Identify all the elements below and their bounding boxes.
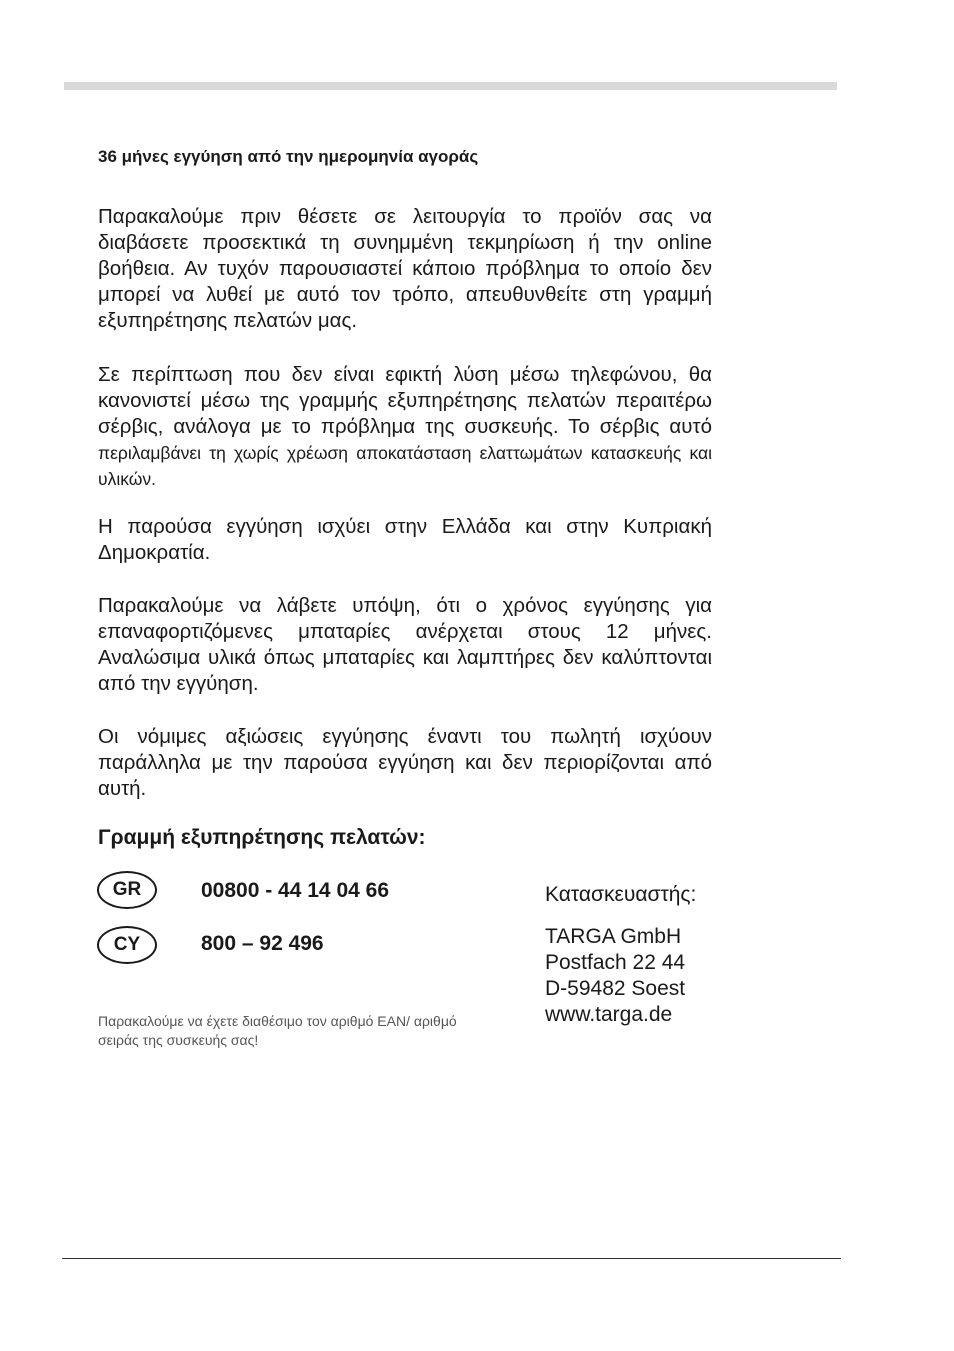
footer-rule	[62, 1258, 841, 1259]
manufacturer-postbox: Postfach 22 44	[545, 951, 686, 974]
country-badge-gr	[97, 871, 157, 909]
paragraph-intro: Παρακαλούμε πριν θέσετε σε λειτουργία το προϊόν σας να διαβάσετε προσεκτικά τη συνημμένη τεκμηρίωση ή την online βοήθεια. Αν τυχόν παρουσιαστεί κάποιο πρόβλημα το οποίο δεν μπορεί να λυθεί με αυτό τον τρόπο, απευθυνθείτε στη γραμμή εξυπηρέτησης πελατών μας.	[98, 205, 712, 332]
paragraph-legal-claims: Οι νόμιμες αξιώσεις εγγύησης έναντι του πωλητή ισχύουν παράλληλα με την παρούσα εγγύηση και δεν περιορίζονται από αυτή.	[98, 725, 712, 800]
warranty-title: 36 μήνες εγγύηση από την ημερομηνία αγοράς	[98, 147, 479, 166]
paragraph-batteries: Παρακαλούμε να λάβετε υπόψη, ότι ο χρόνος εγγύησης για επαναφορτιζόμενες μπαταρίες ανέρχεται στους 12 μήνες. Αναλώσιμα υλικά όπως μπαταρίες και λαμπτήρες δεν καλύπτονται από την εγγύηση.	[98, 594, 712, 695]
phone-number-cy: 800 – 92 496	[201, 932, 324, 955]
paragraph-service	[98, 362, 712, 492]
manufacturer-label: Κατασκευαστής:	[545, 883, 697, 906]
manufacturer-name: TARGA GmbH	[545, 925, 682, 948]
header-rule	[64, 82, 837, 90]
manufacturer-address	[545, 924, 685, 1028]
paragraph-service-tail: περιλαμβάνει τη χωρίς χρέωση αποκατάσταση ελαττωμάτων κατασκευής και υλικών.	[98, 443, 712, 489]
country-badge-cy	[97, 926, 157, 964]
paragraph-service-main: Σε περίπτωση που δεν είναι εφικτή λύση μέσω τηλεφώνου, θα κανονιστεί μέσω της γραμμής εξυπηρέτησης πελατών περαιτέρω σέρβις, ανάλογα με το πρόβλημα της συσκευής. Το σέρβις αυτό	[98, 363, 712, 438]
paragraph-validity: Η παρούσα εγγύηση ισχύει στην Ελλάδα και στην Κυπριακή Δημοκρατία.	[98, 515, 712, 564]
manufacturer-website: www.targa.de	[545, 1003, 673, 1026]
country-code-gr: GR	[112, 879, 142, 900]
ean-note: Παρακαλούμε να έχετε διαθέσιμο τον αριθμό EAN/ αριθμό σειράς της συσκευής σας!	[98, 1013, 457, 1048]
phone-number-gr: 00800 - 44 14 04 66	[201, 879, 389, 902]
manufacturer-city: D-59482 Soest	[545, 977, 686, 1000]
country-code-cy: CY	[113, 934, 141, 955]
hotline-heading: Γραμμή εξυπηρέτησης πελατών:	[98, 826, 426, 849]
